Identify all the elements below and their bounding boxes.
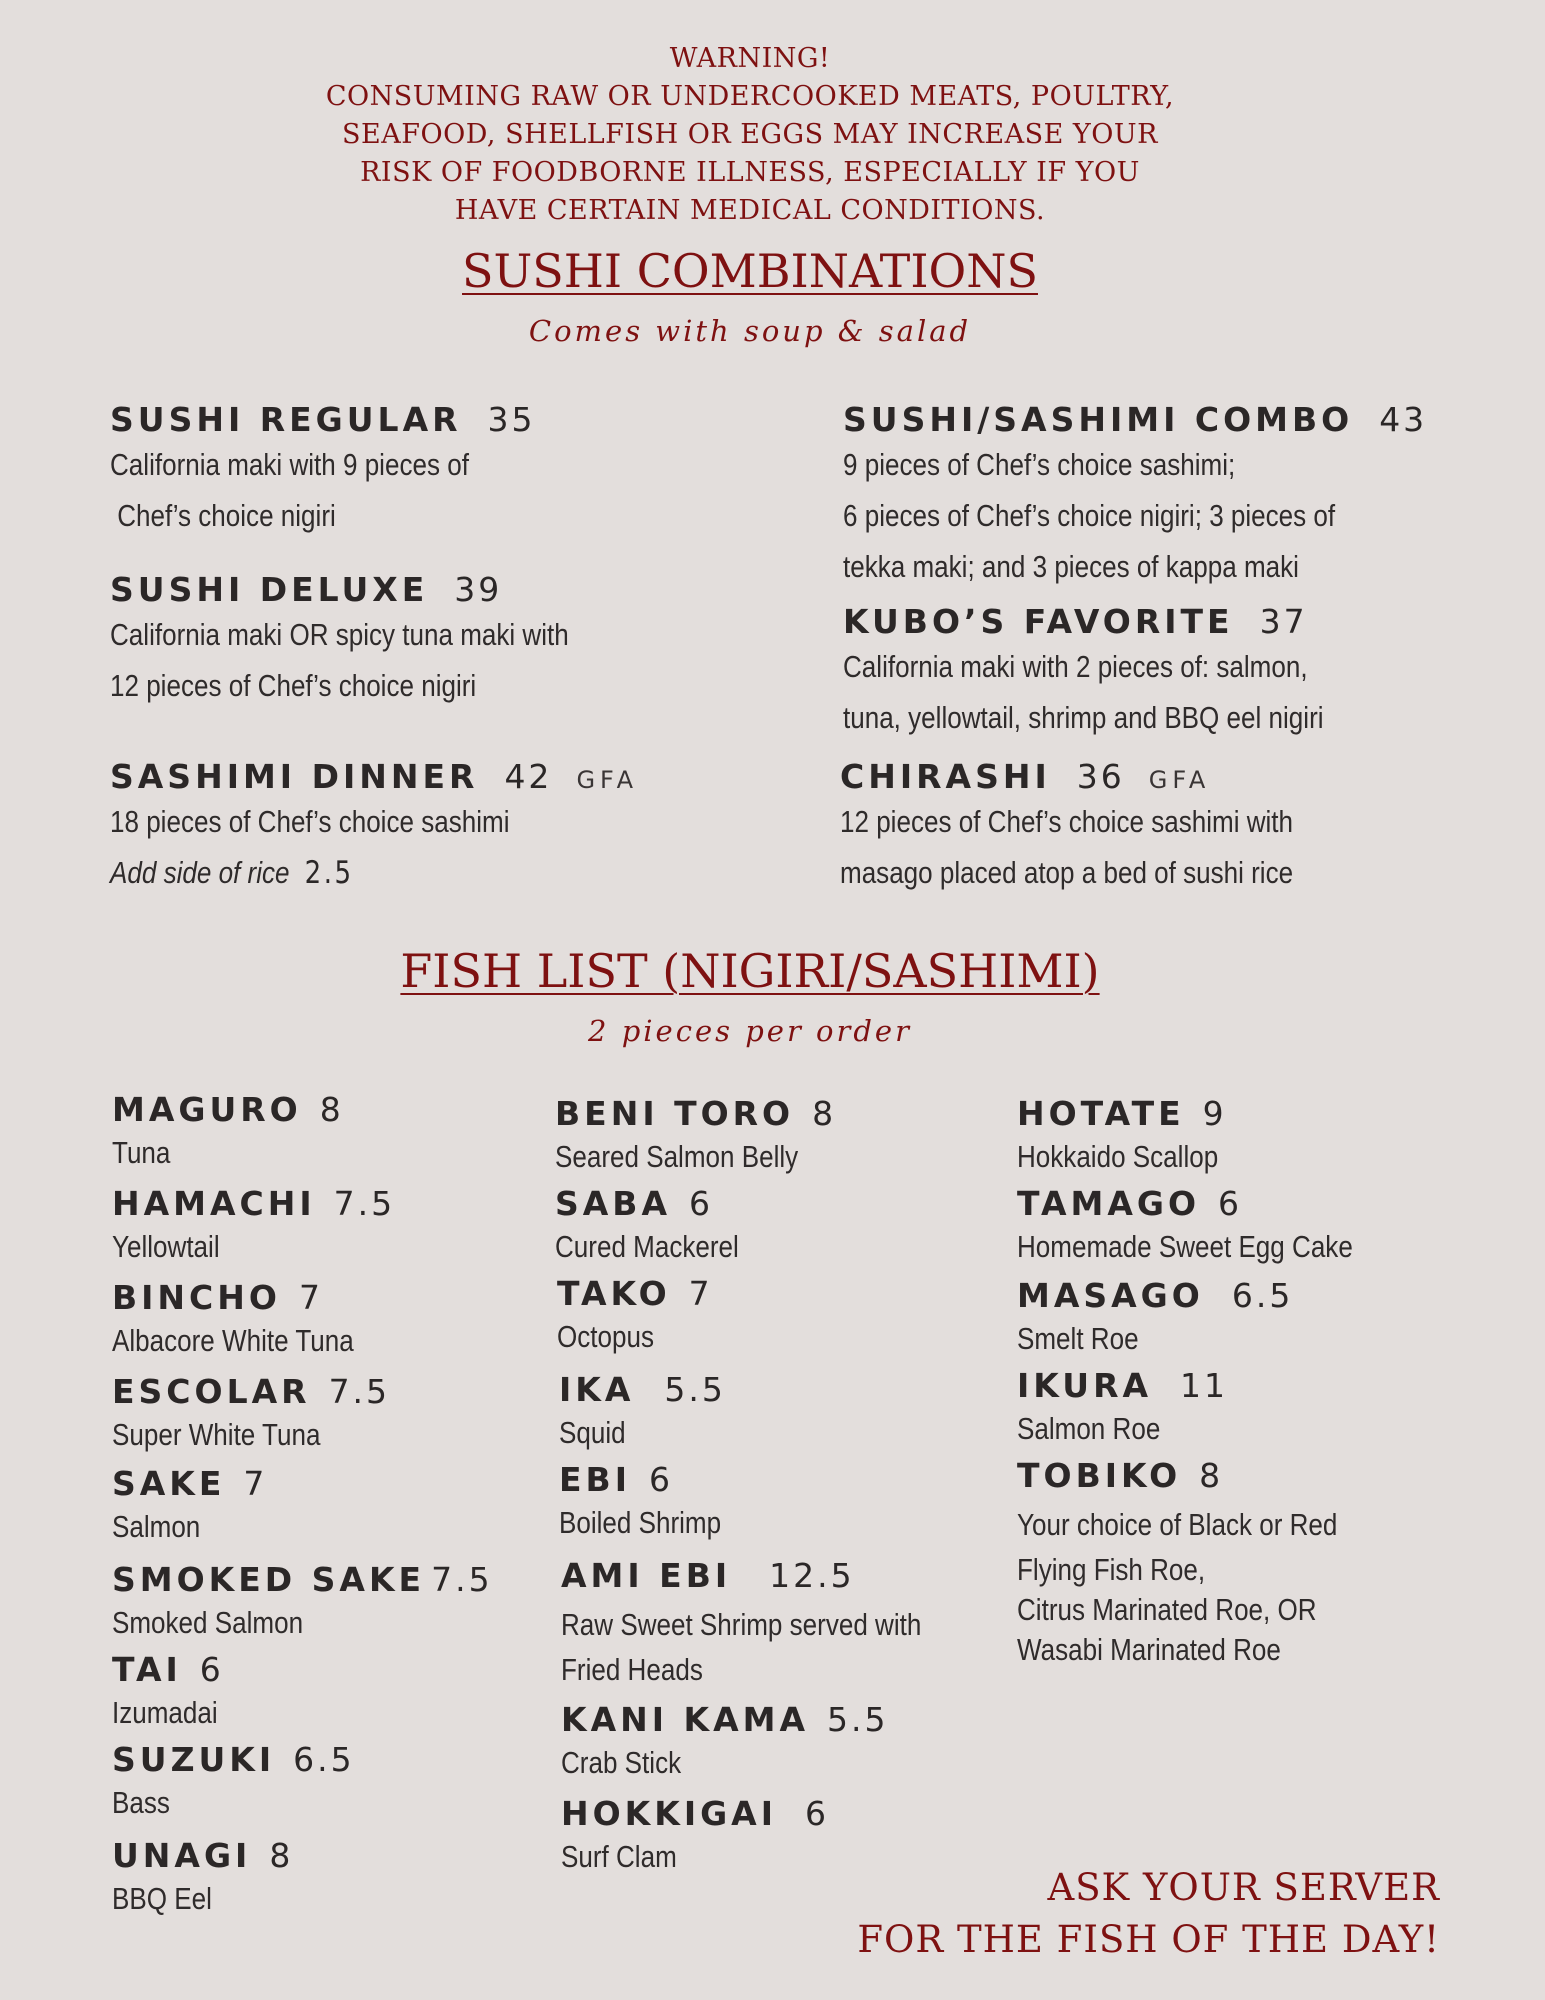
fish-description: Homemade Sweet Egg Cake	[1017, 1229, 1353, 1264]
item-description: 18 pieces of Chef’s choice sashimi	[110, 804, 510, 839]
fish-ebi	[559, 1460, 752, 1543]
fish-name: TAMAGO	[1017, 1184, 1201, 1223]
fish-price: 6	[199, 1650, 224, 1689]
fish-price: 7.5	[431, 1560, 493, 1599]
fish-description: Izumadai	[112, 1695, 218, 1730]
rice-addon	[110, 847, 580, 899]
fish-hamachi	[112, 1184, 395, 1267]
item-description: 12 pieces of Chef’s choice sashimi with	[840, 804, 1294, 839]
fish-list-subtitle: 2 pieces per order	[588, 1014, 912, 1048]
fish-price: 5.5	[827, 1700, 889, 1739]
addon-label: Add side of rice	[110, 855, 290, 890]
item-description: masago placed atop a bed of sushi rice	[840, 855, 1294, 890]
fish-name: KANI KAMA	[561, 1700, 809, 1739]
fish-ikura	[1017, 1366, 1228, 1449]
item-description: 12 pieces of Chef’s choice nigiri	[110, 668, 477, 703]
item-description: California maki with 9 pieces of	[110, 447, 469, 482]
fish-price: 6	[805, 1794, 829, 1833]
fish-description: Boiled Shrimp	[559, 1505, 722, 1540]
footer-line: FOR THE FISH OF THE DAY!	[857, 1918, 1440, 1961]
item-price: 37	[1259, 602, 1308, 641]
fish-price: 5.5	[664, 1370, 726, 1409]
combo-sushi-deluxe	[110, 570, 670, 711]
fish-name: UNAGI	[112, 1836, 252, 1875]
fish-masago	[1017, 1276, 1293, 1359]
warning-line: HAVE CERTAIN MEDICAL CONDITIONS.	[454, 195, 1046, 226]
item-price: 39	[454, 570, 503, 609]
fish-saba	[555, 1184, 774, 1267]
fish-name: HOTATE	[1017, 1094, 1185, 1133]
fish-name: HAMACHI	[112, 1184, 316, 1223]
combo-chirashi	[840, 757, 1400, 898]
warning-line: WARNING!	[669, 43, 831, 74]
fish-price: 6	[689, 1184, 713, 1223]
item-price: 42	[504, 757, 553, 796]
combo-kubos-favorite	[843, 602, 1403, 743]
fish-list-title: FISH LIST (NIGIRI/SASHIMI)	[400, 944, 1100, 998]
fish-description: Hokkaido Scallop	[1017, 1139, 1219, 1174]
item-description: California maki with 2 pieces of: salmon,	[843, 649, 1308, 684]
combo-sashimi-dinner	[110, 757, 670, 899]
item-name: SASHIMI DINNER	[110, 757, 479, 796]
fish-description: Wasabi Marinated Roe	[1017, 1632, 1281, 1667]
fish-description: Smoked Salmon	[112, 1605, 304, 1640]
fish-unagi	[112, 1836, 293, 1919]
item-name: SUSHI REGULAR	[110, 400, 462, 439]
fish-name: SUZUKI	[112, 1740, 276, 1779]
fish-description: Octopus	[557, 1319, 654, 1354]
fish-tako	[557, 1274, 713, 1357]
fish-name: IKA	[559, 1370, 635, 1409]
item-description: tekka maki; and 3 pieces of kappa maki	[843, 549, 1299, 584]
fish-description: Bass	[112, 1785, 170, 1820]
item-name: SUSHI DELUXE	[110, 570, 429, 609]
fish-price: 7	[243, 1464, 268, 1503]
fish-tobiko	[1017, 1456, 1398, 1670]
fish-description: Your choice of Black or Red	[1017, 1507, 1338, 1542]
fish-sake	[112, 1464, 267, 1547]
fish-description: Albacore White Tuna	[112, 1323, 354, 1358]
item-description: 9 pieces of Chef’s choice sashimi;	[843, 447, 1236, 482]
fish-name: SAKE	[112, 1464, 226, 1503]
item-name: CHIRASHI	[840, 757, 1051, 796]
fish-kani-kama	[561, 1700, 888, 1783]
fish-description: Flying Fish Roe,	[1017, 1552, 1206, 1587]
combinations-title: SUSHI COMBINATIONS	[462, 244, 1038, 298]
fish-tai	[112, 1650, 238, 1733]
fish-name: EBI	[559, 1460, 631, 1499]
item-name: KUBO’S FAVORITE	[843, 602, 1234, 641]
fish-of-the-day-note	[857, 1862, 1440, 1966]
fish-name: SABA	[555, 1184, 671, 1223]
fish-name: HOKKIGAI	[561, 1794, 777, 1833]
fish-name: AMI EBI	[561, 1556, 732, 1595]
fish-hotate	[1017, 1094, 1257, 1177]
fish-description: Salmon Roe	[1017, 1411, 1161, 1446]
fish-escolar	[112, 1372, 390, 1455]
gfa-tag: GFA	[1148, 766, 1211, 794]
item-name: SUSHI/SASHIMI COMBO	[843, 400, 1354, 439]
fish-price: 7	[688, 1274, 713, 1313]
fish-price: 6	[648, 1460, 673, 1499]
fish-price: 6.5	[293, 1740, 355, 1779]
fish-price: 7.5	[328, 1372, 391, 1411]
item-price: 36	[1076, 757, 1125, 796]
fish-price: 8	[319, 1090, 344, 1129]
footer-line: ASK YOUR SERVER	[1047, 1866, 1440, 1909]
item-description: Chef’s choice nigiri	[110, 498, 336, 533]
fish-description: Salmon	[112, 1509, 201, 1544]
warning-line: RISK OF FOODBORNE ILLNESS, ESPECIALLY IF YOU	[360, 157, 1140, 188]
gfa-tag: GFA	[576, 766, 639, 794]
fish-ika	[559, 1370, 726, 1453]
fish-description: Yellowtail	[112, 1229, 220, 1264]
fish-beni-toro	[555, 1094, 845, 1177]
fish-price: 8	[1199, 1456, 1224, 1495]
fish-name: MAGURO	[112, 1090, 302, 1129]
item-price: 35	[487, 400, 536, 439]
combo-sushi-regular	[110, 400, 670, 541]
fish-name: ESCOLAR	[112, 1372, 311, 1411]
fish-name: TAKO	[557, 1274, 671, 1313]
allergy-warning	[0, 40, 1500, 230]
fish-description: BBQ Eel	[112, 1881, 212, 1916]
addon-price: 2.5	[304, 855, 354, 891]
warning-line: SEAFOOD, SHELLFISH OR EGGS MAY INCREASE YOUR	[342, 119, 1158, 150]
fish-smoked-sake	[112, 1560, 493, 1643]
fish-description: Citrus Marinated Roe, OR	[1017, 1592, 1317, 1627]
fish-maguro	[112, 1090, 344, 1173]
item-price: 43	[1379, 400, 1428, 439]
fish-description: Squid	[559, 1415, 626, 1450]
fish-price: 8	[812, 1094, 837, 1133]
fish-price: 7.5	[333, 1184, 396, 1223]
fish-name: TAI	[112, 1650, 182, 1689]
combo-sushi-sashimi	[843, 400, 1428, 592]
item-description: 6 pieces of Chef’s choice nigiri; 3 pieces of	[843, 498, 1336, 533]
fish-suzuki	[112, 1740, 355, 1823]
fish-name: IKURA	[1017, 1366, 1153, 1405]
fish-description: Seared Salmon Belly	[555, 1139, 799, 1174]
fish-description: Crab Stick	[561, 1745, 682, 1780]
fish-description: Raw Sweet Shrimp served with	[561, 1607, 922, 1642]
fish-price: 11	[1180, 1366, 1229, 1405]
fish-name: MASAGO	[1017, 1276, 1204, 1315]
fish-price: 9	[1202, 1094, 1227, 1133]
fish-ami-ebi	[561, 1556, 990, 1690]
item-description: California maki OR spicy tuna maki with	[110, 617, 569, 652]
fish-price: 7	[298, 1278, 323, 1317]
item-description: tuna, yellowtail, shrimp and BBQ eel nigiri	[843, 700, 1324, 735]
fish-price: 12.5	[769, 1556, 855, 1595]
fish-name: TOBIKO	[1017, 1456, 1182, 1495]
fish-name: BINCHO	[112, 1278, 281, 1317]
fish-description: Super White Tuna	[112, 1417, 321, 1452]
fish-price: 8	[269, 1836, 294, 1875]
fish-description: Fried Heads	[561, 1652, 703, 1687]
combinations-subtitle: Comes with soup & salad	[528, 314, 972, 348]
fish-name: SMOKED SAKE	[112, 1560, 426, 1599]
fish-tamago	[1017, 1184, 1417, 1267]
warning-line: CONSUMING RAW OR UNDERCOOKED MEATS, POULTRY,	[325, 81, 1175, 112]
fish-description: Tuna	[112, 1135, 171, 1170]
fish-price: 6	[1218, 1184, 1243, 1223]
fish-description: Surf Clam	[561, 1839, 677, 1874]
fish-name: BENI TORO	[555, 1094, 795, 1133]
fish-price: 6.5	[1231, 1276, 1294, 1315]
fish-bincho	[112, 1278, 400, 1361]
fish-description: Cured Mackerel	[555, 1229, 739, 1264]
fish-description: Smelt Roe	[1017, 1321, 1139, 1356]
fish-hokkigai	[561, 1794, 829, 1877]
